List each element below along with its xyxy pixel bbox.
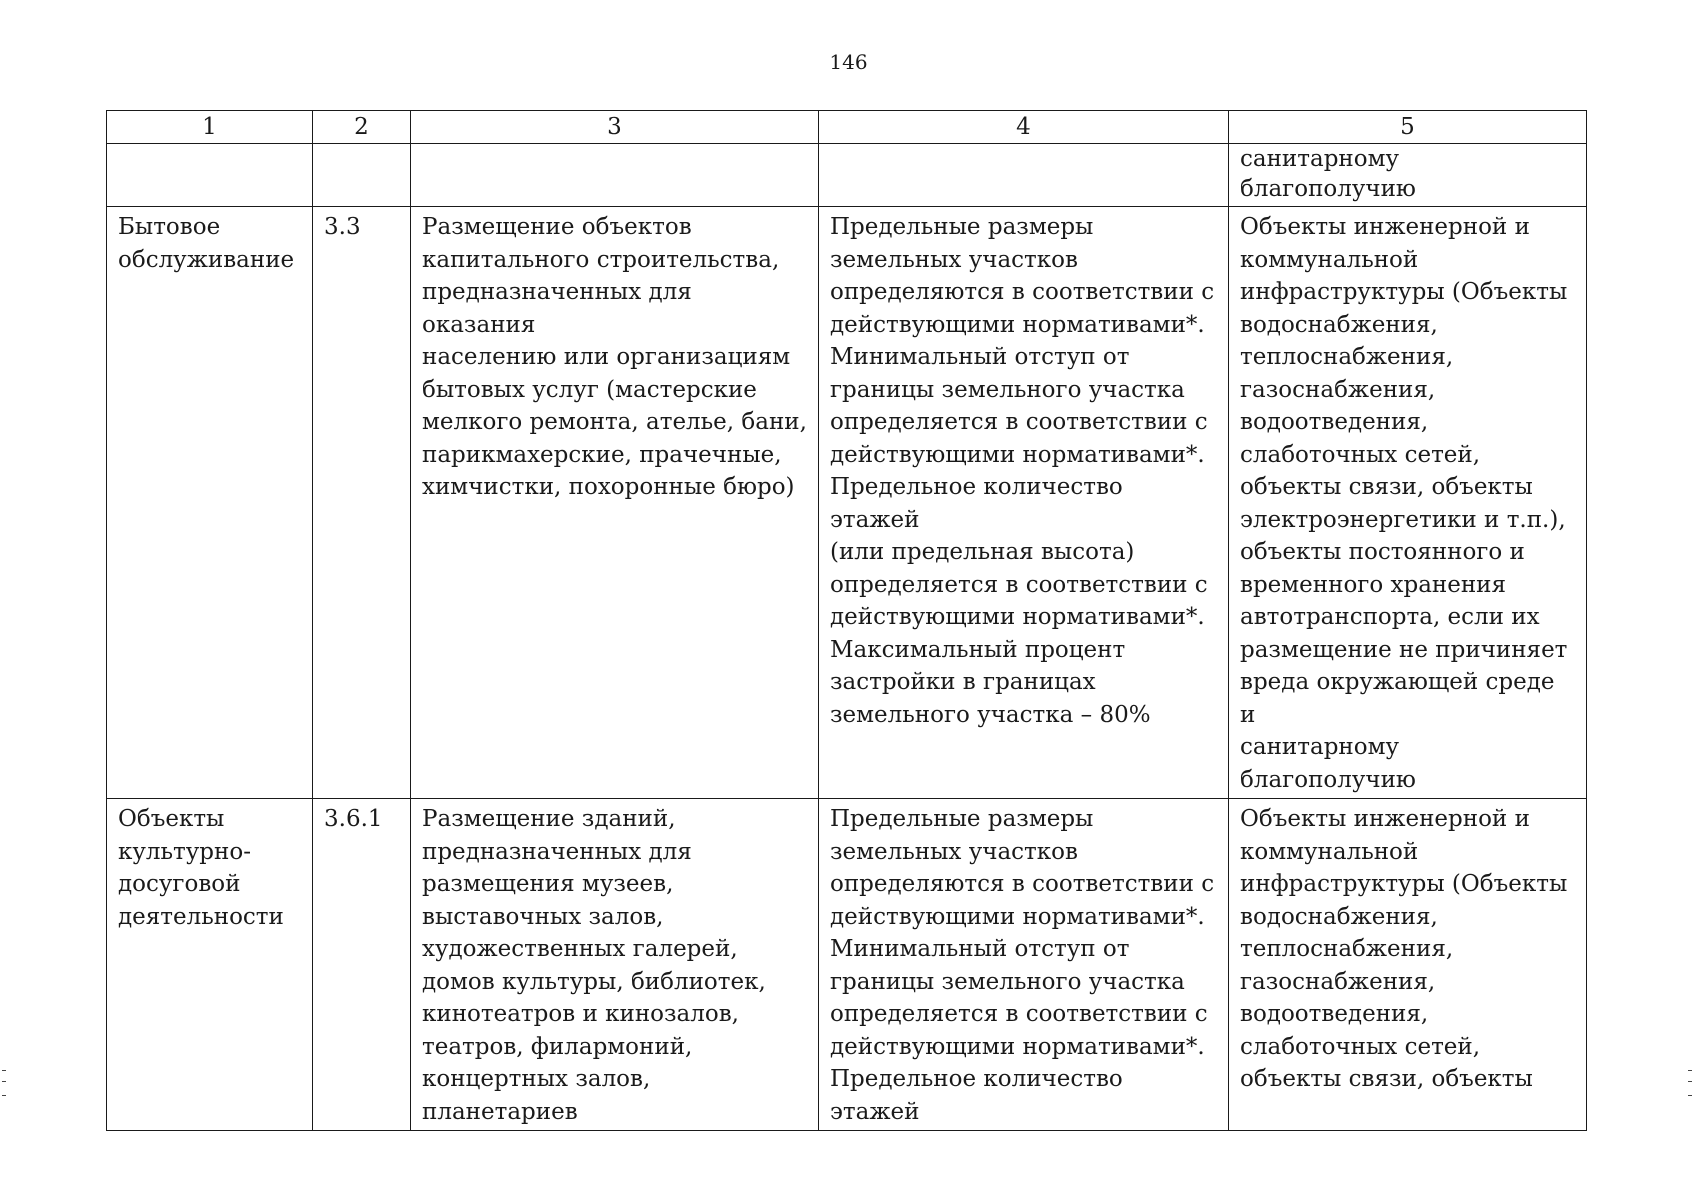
cell-use-type: Объекты культурно- досуговой деятельности bbox=[107, 799, 313, 1131]
cell-parameters bbox=[819, 144, 1229, 207]
scan-margin-mark-left bbox=[2, 1070, 6, 1096]
cell-auxiliary-uses: Объекты инженерной и коммунальной инфраструктуры (Объекты водоснабжения, теплоснабжения, газоснабжения, водоотведения, слаботочных сетей, объекты связи, объекты bbox=[1229, 799, 1587, 1131]
cell-code bbox=[313, 144, 411, 207]
column-header-1: 1 bbox=[107, 111, 313, 144]
cell-parameters: Предельные размеры земельных участков определяются в соответствии с действующими нормативами*. Минимальный отступ от границы земельного участка определяется в соответствии с действующими нормативами*. Предельное количество этажей bbox=[819, 799, 1229, 1131]
column-header-5: 5 bbox=[1229, 111, 1587, 144]
page-number: 146 bbox=[829, 50, 868, 74]
cell-auxiliary-uses: Объекты инженерной и коммунальной инфраструктуры (Объекты водоснабжения, теплоснабжения, газоснабжения, водоотведения, слаботочных сетей, объекты связи, объекты электроэнергетики и т.п.), объекты постоянного и временного хранения автотранспорта, если их размещение не причиняет вреда окружающей среде и санитарному благополучию bbox=[1229, 207, 1587, 799]
cell-description: Размещение зданий, предназначенных для размещения музеев, выставочных залов, художественных галерей, домов культуры, библиотек, кинотеатров и кинозалов, театров, филармоний, концертных залов, планетариев bbox=[411, 799, 819, 1131]
column-header-3: 3 bbox=[411, 111, 819, 144]
table-row-cultural-leisure bbox=[107, 799, 1587, 1131]
column-header-4: 4 bbox=[819, 111, 1229, 144]
cell-description: Размещение объектов капитального строительства, предназначенных для оказания населению или организациям бытовых услуг (мастерские мелкого ремонта, ателье, бани, парикмахерские, прачечные, химчистки, похоронные бюро) bbox=[411, 207, 819, 799]
cell-use-type bbox=[107, 144, 313, 207]
zoning-table bbox=[106, 110, 1587, 1131]
table-body bbox=[107, 144, 1587, 1131]
cell-parameters: Предельные размеры земельных участков определяются в соответствии с действующими нормативами*. Минимальный отступ от границы земельного участка определяется в соответствии с действующими нормативами*. Предельное количество этажей (или предельная высота) определяется в соответствии с действующими нормативами*. Максимальный процент застройки в границах земельного участка – 80% bbox=[819, 207, 1229, 799]
header-row bbox=[107, 111, 1587, 144]
table-row-continuation bbox=[107, 144, 1587, 207]
scan-margin-mark-right bbox=[1688, 1070, 1692, 1096]
cell-code: 3.3 bbox=[313, 207, 411, 799]
table-row-consumer-services bbox=[107, 207, 1587, 799]
column-header-2: 2 bbox=[313, 111, 411, 144]
table-header bbox=[107, 111, 1587, 144]
cell-use-type: Бытовое обслуживание bbox=[107, 207, 313, 799]
cell-auxiliary-uses: санитарному благополучию bbox=[1229, 144, 1587, 207]
cell-code: 3.6.1 bbox=[313, 799, 411, 1131]
cell-description bbox=[411, 144, 819, 207]
